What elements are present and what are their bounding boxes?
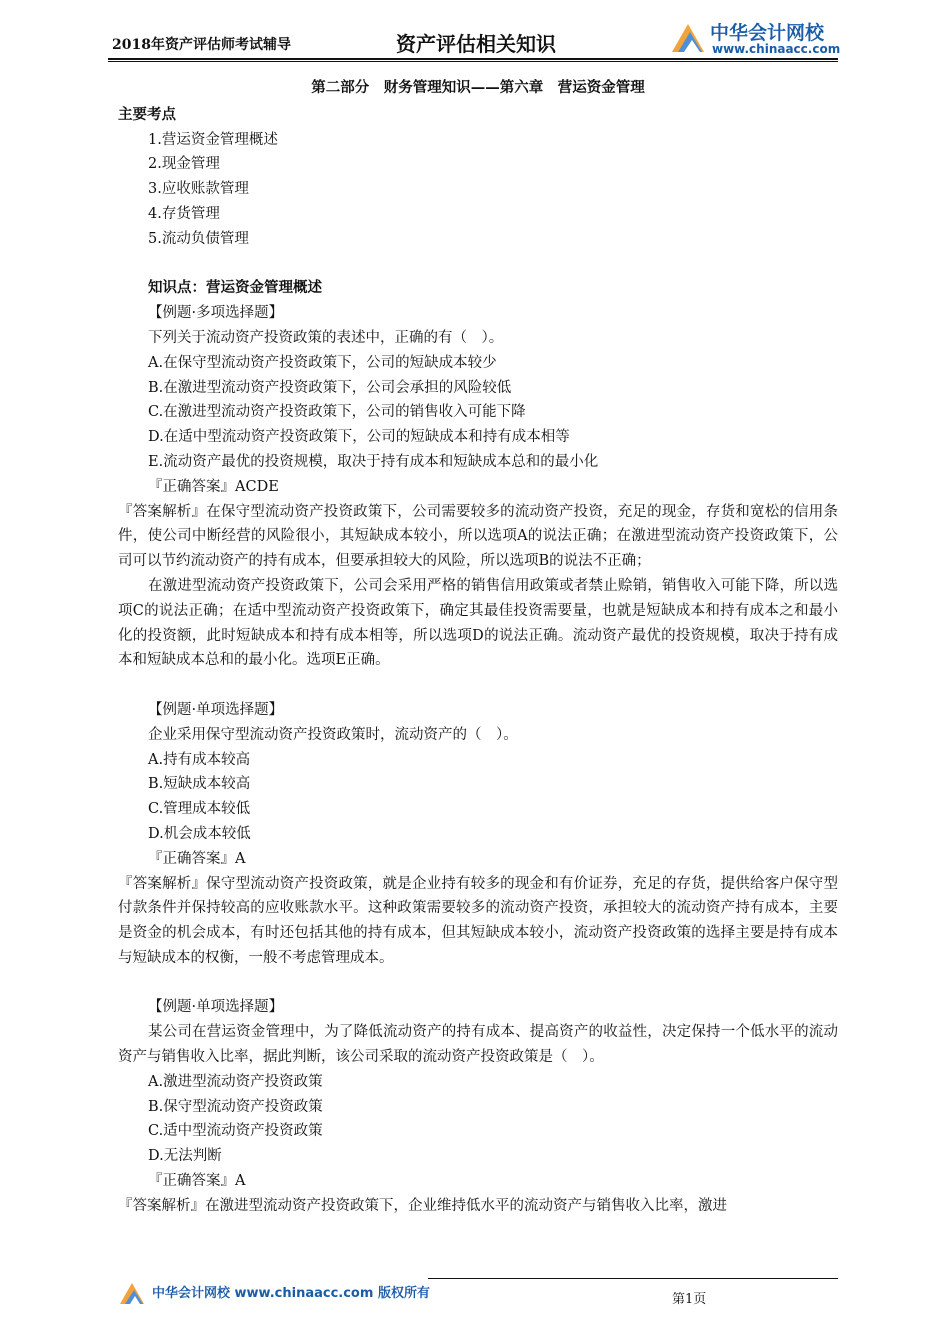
document-body — [118, 76, 838, 1219]
question-stem: 某公司在营运资金管理中，为了降低流动资产的持有成本、提高资产的收益性，决定保持一个低水平的流动资产与销售收入比率，据此判断，该公司采取的流动资产投资政策是（ ）。 — [118, 1024, 838, 1066]
option: C.管理成本较低 — [148, 801, 251, 818]
footer-logo-icon — [118, 1280, 148, 1306]
option: B.短缺成本较高 — [148, 776, 251, 793]
answer-analysis-cont: 在激进型流动资产投资政策下，公司会采用严格的销售信用政策或者禁止赊销，销售收入可能下降，所以选项C的说法正确；在适中型流动资产投资政策下，确定其最佳投资需要量，也就是短缺成本和持有成本之和最小化的投资额，此时短缺成本和持有成本相等，所以选项D的说法正确。流动资产最优的投资规模，取决于持有成本和短缺成本总和的最小化。选项E正确。 — [118, 577, 838, 669]
logo-brand: 中华会计网校 — [710, 22, 825, 44]
header-rule-thin — [108, 61, 838, 62]
option: A.激进型流动资产投资政策 — [148, 1073, 323, 1090]
chapter-title: 第二部分 财务管理知识——第六章 营运资金管理 — [311, 79, 645, 96]
answer-analysis: 『答案解析』在激进型流动资产投资政策下，企业维持低水平的流动资产与销售收入比率，激进 — [118, 1197, 727, 1214]
option: D.机会成本较低 — [148, 825, 251, 842]
option: E.流动资产最优的投资规模，取决于持有成本和短缺成本总和的最小化 — [148, 453, 599, 470]
question-stem: 企业采用保守型流动资产投资政策时，流动资产的（ ）。 — [148, 726, 518, 743]
header-rule — [108, 58, 838, 60]
option: A.持有成本较高 — [148, 751, 251, 768]
page-header — [108, 14, 841, 60]
page-footer — [118, 1272, 838, 1312]
question-tag: 【例题·单项选择题】 — [148, 701, 284, 718]
section-heading: 知识点：营运资金管理概述 — [148, 279, 322, 297]
answer-analysis: 『答案解析』保守型流动资产投资政策，就是企业持有较多的现金和有价证券，充足的存货，提供给客户保守型付款条件并保持较高的应收账款水平。这种政策需要较多的流动资产投资，承担较大的流动资产持有成本，主要是资金的机会成本，有时还包括其他的持有成本，但其短缺成本较小，流动资产投资政策的选择主要是持有成本与短缺成本的权衡，一般不考虑管理成本。 — [118, 875, 838, 966]
option: D.在适中型流动资产投资政策下，公司的短缺成本和持有成本相等 — [148, 429, 570, 446]
question-tag: 【例题·单项选择题】 — [148, 999, 284, 1016]
option: C.在激进型流动资产投资政策下，公司的销售收入可能下降 — [148, 404, 526, 421]
option: B.保守型流动资产投资政策 — [148, 1098, 323, 1115]
option: C.适中型流动资产投资政策 — [148, 1123, 323, 1140]
correct-answer: 『正确答案』A — [148, 1173, 246, 1190]
footer-rule — [428, 1278, 838, 1279]
key-point-item: 5.流动负债管理 — [148, 230, 249, 247]
question-stem: 下列关于流动资产投资政策的表述中，正确的有（ ）。 — [148, 329, 504, 346]
header-course: 2018年资产评估师考试辅导 — [112, 37, 291, 53]
correct-answer: 『正确答案』A — [148, 850, 246, 867]
key-point-item: 4.存货管理 — [148, 205, 220, 222]
page-number: 第1页 — [672, 1292, 707, 1307]
question-tag: 【例题·多项选择题】 — [148, 305, 284, 322]
option: D.无法判断 — [148, 1148, 222, 1165]
header-subject: 资产评估相关知识 — [396, 32, 556, 56]
key-points-heading: 主要考点 — [118, 105, 176, 123]
correct-answer: 『正确答案』ACDE — [148, 478, 279, 495]
option: A.在保守型流动资产投资政策下，公司的短缺成本较少 — [148, 354, 497, 371]
logo-url: www.chinaacc.com — [712, 42, 841, 56]
site-logo[interactable] — [668, 16, 841, 60]
key-point-item: 2.现金管理 — [148, 156, 220, 173]
answer-analysis: 『答案解析』在保守型流动资产投资政策下，公司需要较多的流动资产投资，充足的现金，存货和宽松的信用条件，使公司中断经营的风险很小，其短缺成本较小，所以选项A的说法正确；在激进型流动资产投资政策下，公司可以节约流动资产的持有成本，但要承担较大的风险，所以选项B的说法不正确； — [118, 503, 838, 570]
logo-triangle-icon — [668, 18, 708, 58]
option: B.在激进型流动资产投资政策下，公司会承担的风险较低 — [148, 379, 512, 396]
key-point-item: 1.营运资金管理概述 — [148, 131, 278, 148]
key-point-item: 3.应收账款管理 — [148, 181, 249, 198]
footer-copyright: 中华会计网校 www.chinaacc.com 版权所有 — [152, 1286, 430, 1301]
